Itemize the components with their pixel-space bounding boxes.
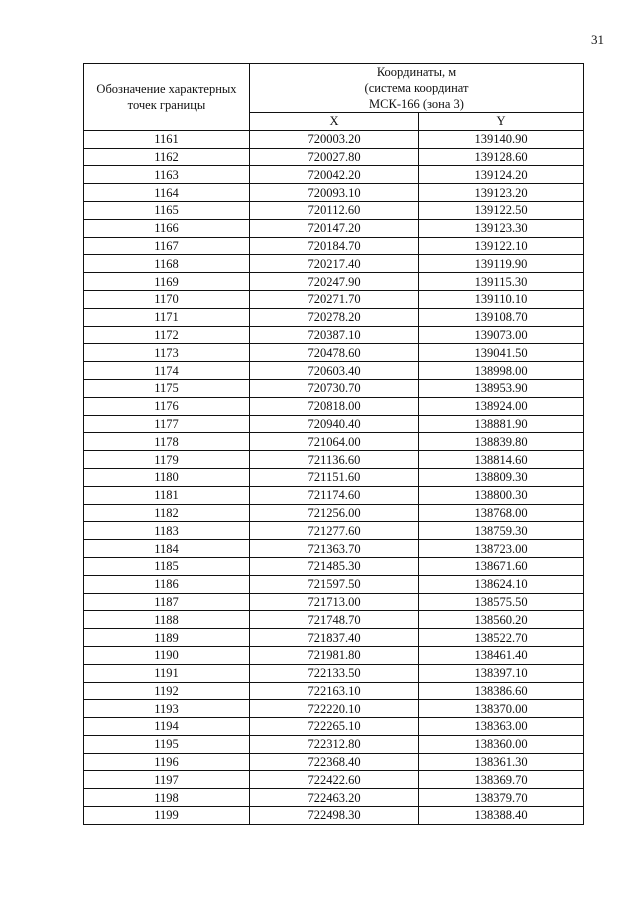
- x-cell: 722422.60: [250, 771, 419, 789]
- point-cell: 1169: [84, 273, 250, 291]
- point-cell: 1196: [84, 753, 250, 771]
- table-row: [84, 504, 584, 522]
- x-cell: 722265.10: [250, 718, 419, 736]
- point-cell: 1176: [84, 397, 250, 415]
- point-cell: 1175: [84, 379, 250, 397]
- x-cell: 721151.60: [250, 468, 419, 486]
- table-row: [84, 166, 584, 184]
- x-cell: 720112.60: [250, 201, 419, 219]
- point-cell: 1164: [84, 184, 250, 202]
- point-cell: 1192: [84, 682, 250, 700]
- x-cell: 721136.60: [250, 451, 419, 469]
- point-cell: 1183: [84, 522, 250, 540]
- coordinates-table: [83, 63, 584, 825]
- x-cell: 721277.60: [250, 522, 419, 540]
- table-row: [84, 486, 584, 504]
- table-row: [84, 451, 584, 469]
- x-cell: 720003.20: [250, 130, 419, 148]
- x-cell: 721981.80: [250, 646, 419, 664]
- table-row: [84, 629, 584, 647]
- table-row: [84, 646, 584, 664]
- x-cell: 720818.00: [250, 397, 419, 415]
- y-cell: 138881.90: [419, 415, 584, 433]
- header-row-top: [84, 64, 584, 113]
- point-cell: 1179: [84, 451, 250, 469]
- point-cell: 1181: [84, 486, 250, 504]
- table-row: [84, 468, 584, 486]
- designation-header: Обозначение характерных точек границы: [84, 64, 250, 131]
- x-cell: 721837.40: [250, 629, 419, 647]
- y-cell: 138386.60: [419, 682, 584, 700]
- y-cell: 139128.60: [419, 148, 584, 166]
- y-cell: 138379.70: [419, 789, 584, 807]
- y-cell: 138361.30: [419, 753, 584, 771]
- point-cell: 1187: [84, 593, 250, 611]
- y-cell: 138363.00: [419, 718, 584, 736]
- point-cell: 1171: [84, 308, 250, 326]
- point-cell: 1197: [84, 771, 250, 789]
- y-cell: 138388.40: [419, 807, 584, 825]
- point-cell: 1180: [84, 468, 250, 486]
- point-cell: 1199: [84, 807, 250, 825]
- point-cell: 1166: [84, 219, 250, 237]
- y-cell: 138560.20: [419, 611, 584, 629]
- x-cell: 722133.50: [250, 664, 419, 682]
- y-cell: 138360.00: [419, 735, 584, 753]
- x-cell: 721256.00: [250, 504, 419, 522]
- x-cell: 720027.80: [250, 148, 419, 166]
- y-cell: 139123.30: [419, 219, 584, 237]
- y-cell: 138800.30: [419, 486, 584, 504]
- table-row: [84, 379, 584, 397]
- y-cell: 138839.80: [419, 433, 584, 451]
- x-cell: 721064.00: [250, 433, 419, 451]
- table-row: [84, 290, 584, 308]
- x-cell: 720184.70: [250, 237, 419, 255]
- point-cell: 1163: [84, 166, 250, 184]
- y-cell: 139122.10: [419, 237, 584, 255]
- point-cell: 1162: [84, 148, 250, 166]
- y-column-header: Y: [419, 113, 584, 131]
- point-cell: 1182: [84, 504, 250, 522]
- table-row: [84, 362, 584, 380]
- table-row: [84, 593, 584, 611]
- table-row: [84, 433, 584, 451]
- point-cell: 1177: [84, 415, 250, 433]
- point-cell: 1168: [84, 255, 250, 273]
- coordinates-header-line-1: Координаты, м: [376, 65, 457, 79]
- table-row: [84, 771, 584, 789]
- y-cell: 139123.20: [419, 184, 584, 202]
- table-row: [84, 326, 584, 344]
- table-row: [84, 664, 584, 682]
- x-cell: 721485.30: [250, 557, 419, 575]
- table-row: [84, 273, 584, 291]
- point-cell: 1165: [84, 201, 250, 219]
- x-cell: 721363.70: [250, 540, 419, 558]
- point-cell: 1188: [84, 611, 250, 629]
- x-cell: 722220.10: [250, 700, 419, 718]
- point-cell: 1185: [84, 557, 250, 575]
- point-cell: 1161: [84, 130, 250, 148]
- page-number: 31: [591, 32, 604, 47]
- y-cell: 139073.00: [419, 326, 584, 344]
- y-cell: 139115.30: [419, 273, 584, 291]
- point-cell: 1189: [84, 629, 250, 647]
- coordinates-header-line-2: (система координат: [364, 81, 469, 95]
- x-cell: 722463.20: [250, 789, 419, 807]
- y-cell: 139140.90: [419, 130, 584, 148]
- y-cell: 138768.00: [419, 504, 584, 522]
- table-row: [84, 308, 584, 326]
- point-cell: 1194: [84, 718, 250, 736]
- table-row: [84, 789, 584, 807]
- x-cell: 720247.90: [250, 273, 419, 291]
- table-row: [84, 700, 584, 718]
- point-cell: 1173: [84, 344, 250, 362]
- table-row: [84, 201, 584, 219]
- y-cell: 138671.60: [419, 557, 584, 575]
- x-cell: 720603.40: [250, 362, 419, 380]
- x-cell: 721748.70: [250, 611, 419, 629]
- coordinates-header: [250, 64, 584, 113]
- y-cell: 138809.30: [419, 468, 584, 486]
- x-column-header: X: [250, 113, 419, 131]
- table-row: [84, 255, 584, 273]
- table-row: [84, 219, 584, 237]
- y-cell: 138522.70: [419, 629, 584, 647]
- point-cell: 1174: [84, 362, 250, 380]
- y-cell: 138953.90: [419, 379, 584, 397]
- point-cell: 1191: [84, 664, 250, 682]
- x-cell: 720217.40: [250, 255, 419, 273]
- table-row: [84, 575, 584, 593]
- point-cell: 1170: [84, 290, 250, 308]
- y-cell: 138370.00: [419, 700, 584, 718]
- y-cell: 139122.50: [419, 201, 584, 219]
- coordinates-header-line-3: МСК-166 (зона 3): [369, 97, 464, 111]
- table-row: [84, 718, 584, 736]
- point-cell: 1178: [84, 433, 250, 451]
- y-cell: 138924.00: [419, 397, 584, 415]
- x-cell: 721597.50: [250, 575, 419, 593]
- x-cell: 722312.80: [250, 735, 419, 753]
- point-cell: 1193: [84, 700, 250, 718]
- y-cell: 139124.20: [419, 166, 584, 184]
- x-cell: 722368.40: [250, 753, 419, 771]
- point-cell: 1198: [84, 789, 250, 807]
- table-header: [84, 64, 584, 131]
- x-cell: 722498.30: [250, 807, 419, 825]
- x-cell: 720042.20: [250, 166, 419, 184]
- y-cell: 138575.50: [419, 593, 584, 611]
- x-cell: 721174.60: [250, 486, 419, 504]
- table-row: [84, 397, 584, 415]
- point-cell: 1167: [84, 237, 250, 255]
- y-cell: 139110.10: [419, 290, 584, 308]
- point-cell: 1195: [84, 735, 250, 753]
- y-cell: 138814.60: [419, 451, 584, 469]
- x-cell: 720730.70: [250, 379, 419, 397]
- table-row: [84, 237, 584, 255]
- y-cell: 138369.70: [419, 771, 584, 789]
- y-cell: 138998.00: [419, 362, 584, 380]
- x-cell: 720147.20: [250, 219, 419, 237]
- table-row: [84, 522, 584, 540]
- table-row: [84, 148, 584, 166]
- table-row: [84, 130, 584, 148]
- x-cell: 720278.20: [250, 308, 419, 326]
- table-row: [84, 753, 584, 771]
- table-row: [84, 807, 584, 825]
- point-cell: 1186: [84, 575, 250, 593]
- x-cell: 721713.00: [250, 593, 419, 611]
- x-cell: 720387.10: [250, 326, 419, 344]
- x-cell: 720271.70: [250, 290, 419, 308]
- y-cell: 139041.50: [419, 344, 584, 362]
- y-cell: 138723.00: [419, 540, 584, 558]
- table-row: [84, 415, 584, 433]
- y-cell: 139108.70: [419, 308, 584, 326]
- table-row: [84, 735, 584, 753]
- point-cell: 1190: [84, 646, 250, 664]
- y-cell: 138397.10: [419, 664, 584, 682]
- table-row: [84, 682, 584, 700]
- y-cell: 138461.40: [419, 646, 584, 664]
- x-cell: 720478.60: [250, 344, 419, 362]
- y-cell: 139119.90: [419, 255, 584, 273]
- x-cell: 720940.40: [250, 415, 419, 433]
- point-cell: 1172: [84, 326, 250, 344]
- table-row: [84, 611, 584, 629]
- x-cell: 720093.10: [250, 184, 419, 202]
- table-row: [84, 344, 584, 362]
- point-cell: 1184: [84, 540, 250, 558]
- table-row: [84, 540, 584, 558]
- table-body: [84, 130, 584, 824]
- table-row: [84, 557, 584, 575]
- table-row: [84, 184, 584, 202]
- x-cell: 722163.10: [250, 682, 419, 700]
- y-cell: 138624.10: [419, 575, 584, 593]
- y-cell: 138759.30: [419, 522, 584, 540]
